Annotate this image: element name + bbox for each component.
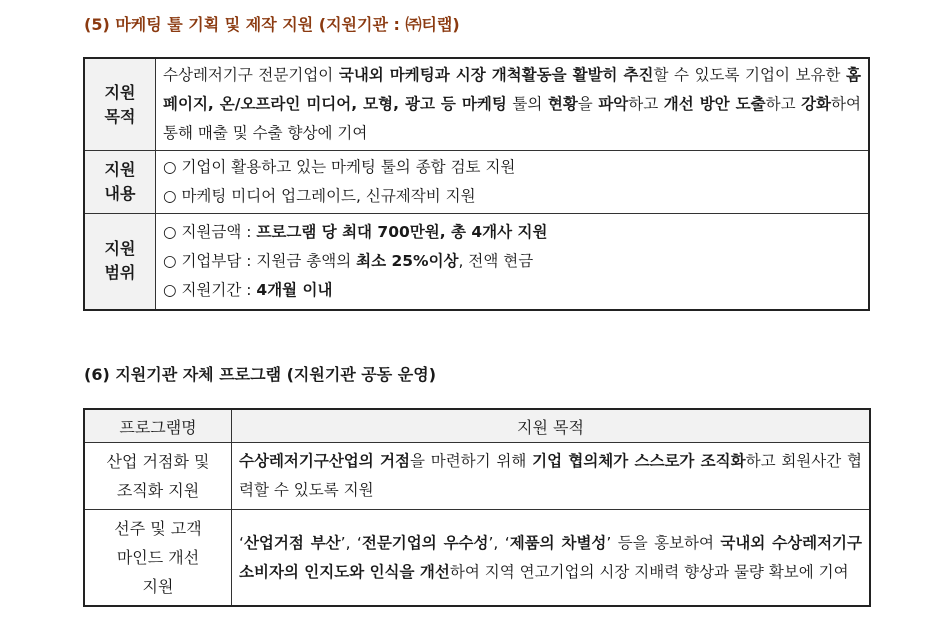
bold-text: 수상레저기구산업의 거점 (239, 452, 410, 470)
program-name (84, 510, 232, 607)
text-run: 하여 지역 연고기업의 시장 지배력 향상과 물량 확보에 기여 (449, 562, 849, 581)
item-highlight: 프로그램 당 최대 700만원, 총 4개사 지원 (256, 222, 548, 241)
section-5-table (83, 57, 870, 311)
header-row (84, 409, 870, 443)
bold-text: 국내외 수상레저기구 소비자의 인지도와 인식을 개선 (239, 533, 862, 581)
table-row (84, 443, 870, 510)
text-run: 하고 회원사간 협력할 수 있도록 지원 (239, 452, 862, 499)
text-run: ’ 등을 홍보하여 (606, 533, 721, 552)
bold-text: 제품의 차별성 (509, 533, 607, 552)
text-run: 을 마련하기 위해 (409, 452, 533, 470)
row-label-purpose (84, 58, 156, 151)
text-run: ’, ‘ (488, 533, 510, 552)
purpose-text (156, 58, 870, 151)
table-row (84, 58, 869, 151)
label-line: 지원 (104, 82, 136, 102)
item-suffix: , 전액 현금 (458, 251, 534, 270)
label-line: 지원 (104, 239, 136, 259)
program-name (84, 443, 232, 510)
bold-text: 기업 협의체가 스스로가 조직화 (532, 452, 746, 470)
label-line: 목적 (104, 106, 136, 126)
program-purpose (232, 443, 871, 510)
column-header-purpose: 지원 목적 (232, 409, 871, 443)
name-line: 산업 거점화 및 (106, 452, 210, 471)
content-list (156, 151, 870, 214)
row-label-content (84, 151, 156, 214)
label-line: 내용 (104, 184, 136, 203)
list-item (163, 218, 861, 247)
bold-text: 강화 (801, 95, 832, 113)
bold-text: 현황 (547, 95, 578, 113)
item-prefix: ○ 지원금액 : (163, 222, 257, 241)
scope-list (156, 214, 870, 310)
program-purpose (232, 510, 871, 607)
item-prefix: ○ 지원기간 : (163, 280, 257, 299)
table-row (84, 151, 869, 214)
text-run: 툴의 (506, 95, 548, 113)
table-row (84, 510, 870, 607)
name-line: 마인드 개선 (116, 548, 200, 567)
table-row (84, 214, 869, 310)
section-5-title: (5) 마케팅 툴 기획 및 제작 지원 (지원기관 : ㈜티랩) (84, 15, 460, 34)
section-6-table (83, 408, 871, 607)
list-item: ○ 기업이 활용하고 있는 마케팅 툴의 종합 검토 지원 (163, 158, 516, 176)
bold-text: 전문기업의 우수성 (361, 533, 489, 552)
section-6-title: (6) 지원기관 자체 프로그램 (지원기관 공동 운영) (84, 365, 437, 384)
text-run: ’, ‘ (340, 533, 362, 552)
list-item (163, 276, 861, 305)
label-line: 범위 (104, 263, 136, 283)
text-run: 할 수 있도록 기업이 보유한 (653, 66, 847, 84)
name-line: 조직화 지원 (116, 481, 200, 500)
name-line: 지원 (142, 577, 174, 596)
column-header-program: 프로그램명 (84, 409, 232, 443)
bold-text: 산업거점 부산 (243, 533, 341, 552)
text-run: ‘ (239, 533, 244, 552)
bold-text: 홈페이지, 온/오프라인 미디어, 모형, 광고 등 마케팅 (163, 66, 862, 113)
name-line: 선주 및 고객 (114, 519, 202, 538)
text-run: 하고 (628, 95, 664, 113)
row-label-scope (84, 214, 156, 310)
text-run: 하여 통해 매출 및 수출 향상에 기여 (163, 95, 861, 142)
text-run: 하고 (765, 95, 802, 113)
bold-text: 개선 방안 도출 (663, 95, 766, 113)
label-line: 지원 (104, 160, 136, 179)
text-run: 수상레저기구 전문기업이 (163, 66, 339, 84)
item-prefix: ○ 기업부담 : 지원금 총액의 (163, 251, 357, 270)
item-highlight: 4개월 이내 (256, 280, 333, 299)
list-item: ○ 마케팅 미디어 업그레이드, 신규제작비 지원 (163, 187, 476, 205)
list-item (163, 247, 861, 276)
bold-text: 파악 (598, 95, 629, 113)
text-run: 을 (577, 95, 599, 113)
item-highlight: 최소 25%이상 (356, 251, 459, 270)
bold-text: 국내외 마케팅과 시장 개척활동을 활발히 추진 (338, 66, 654, 84)
